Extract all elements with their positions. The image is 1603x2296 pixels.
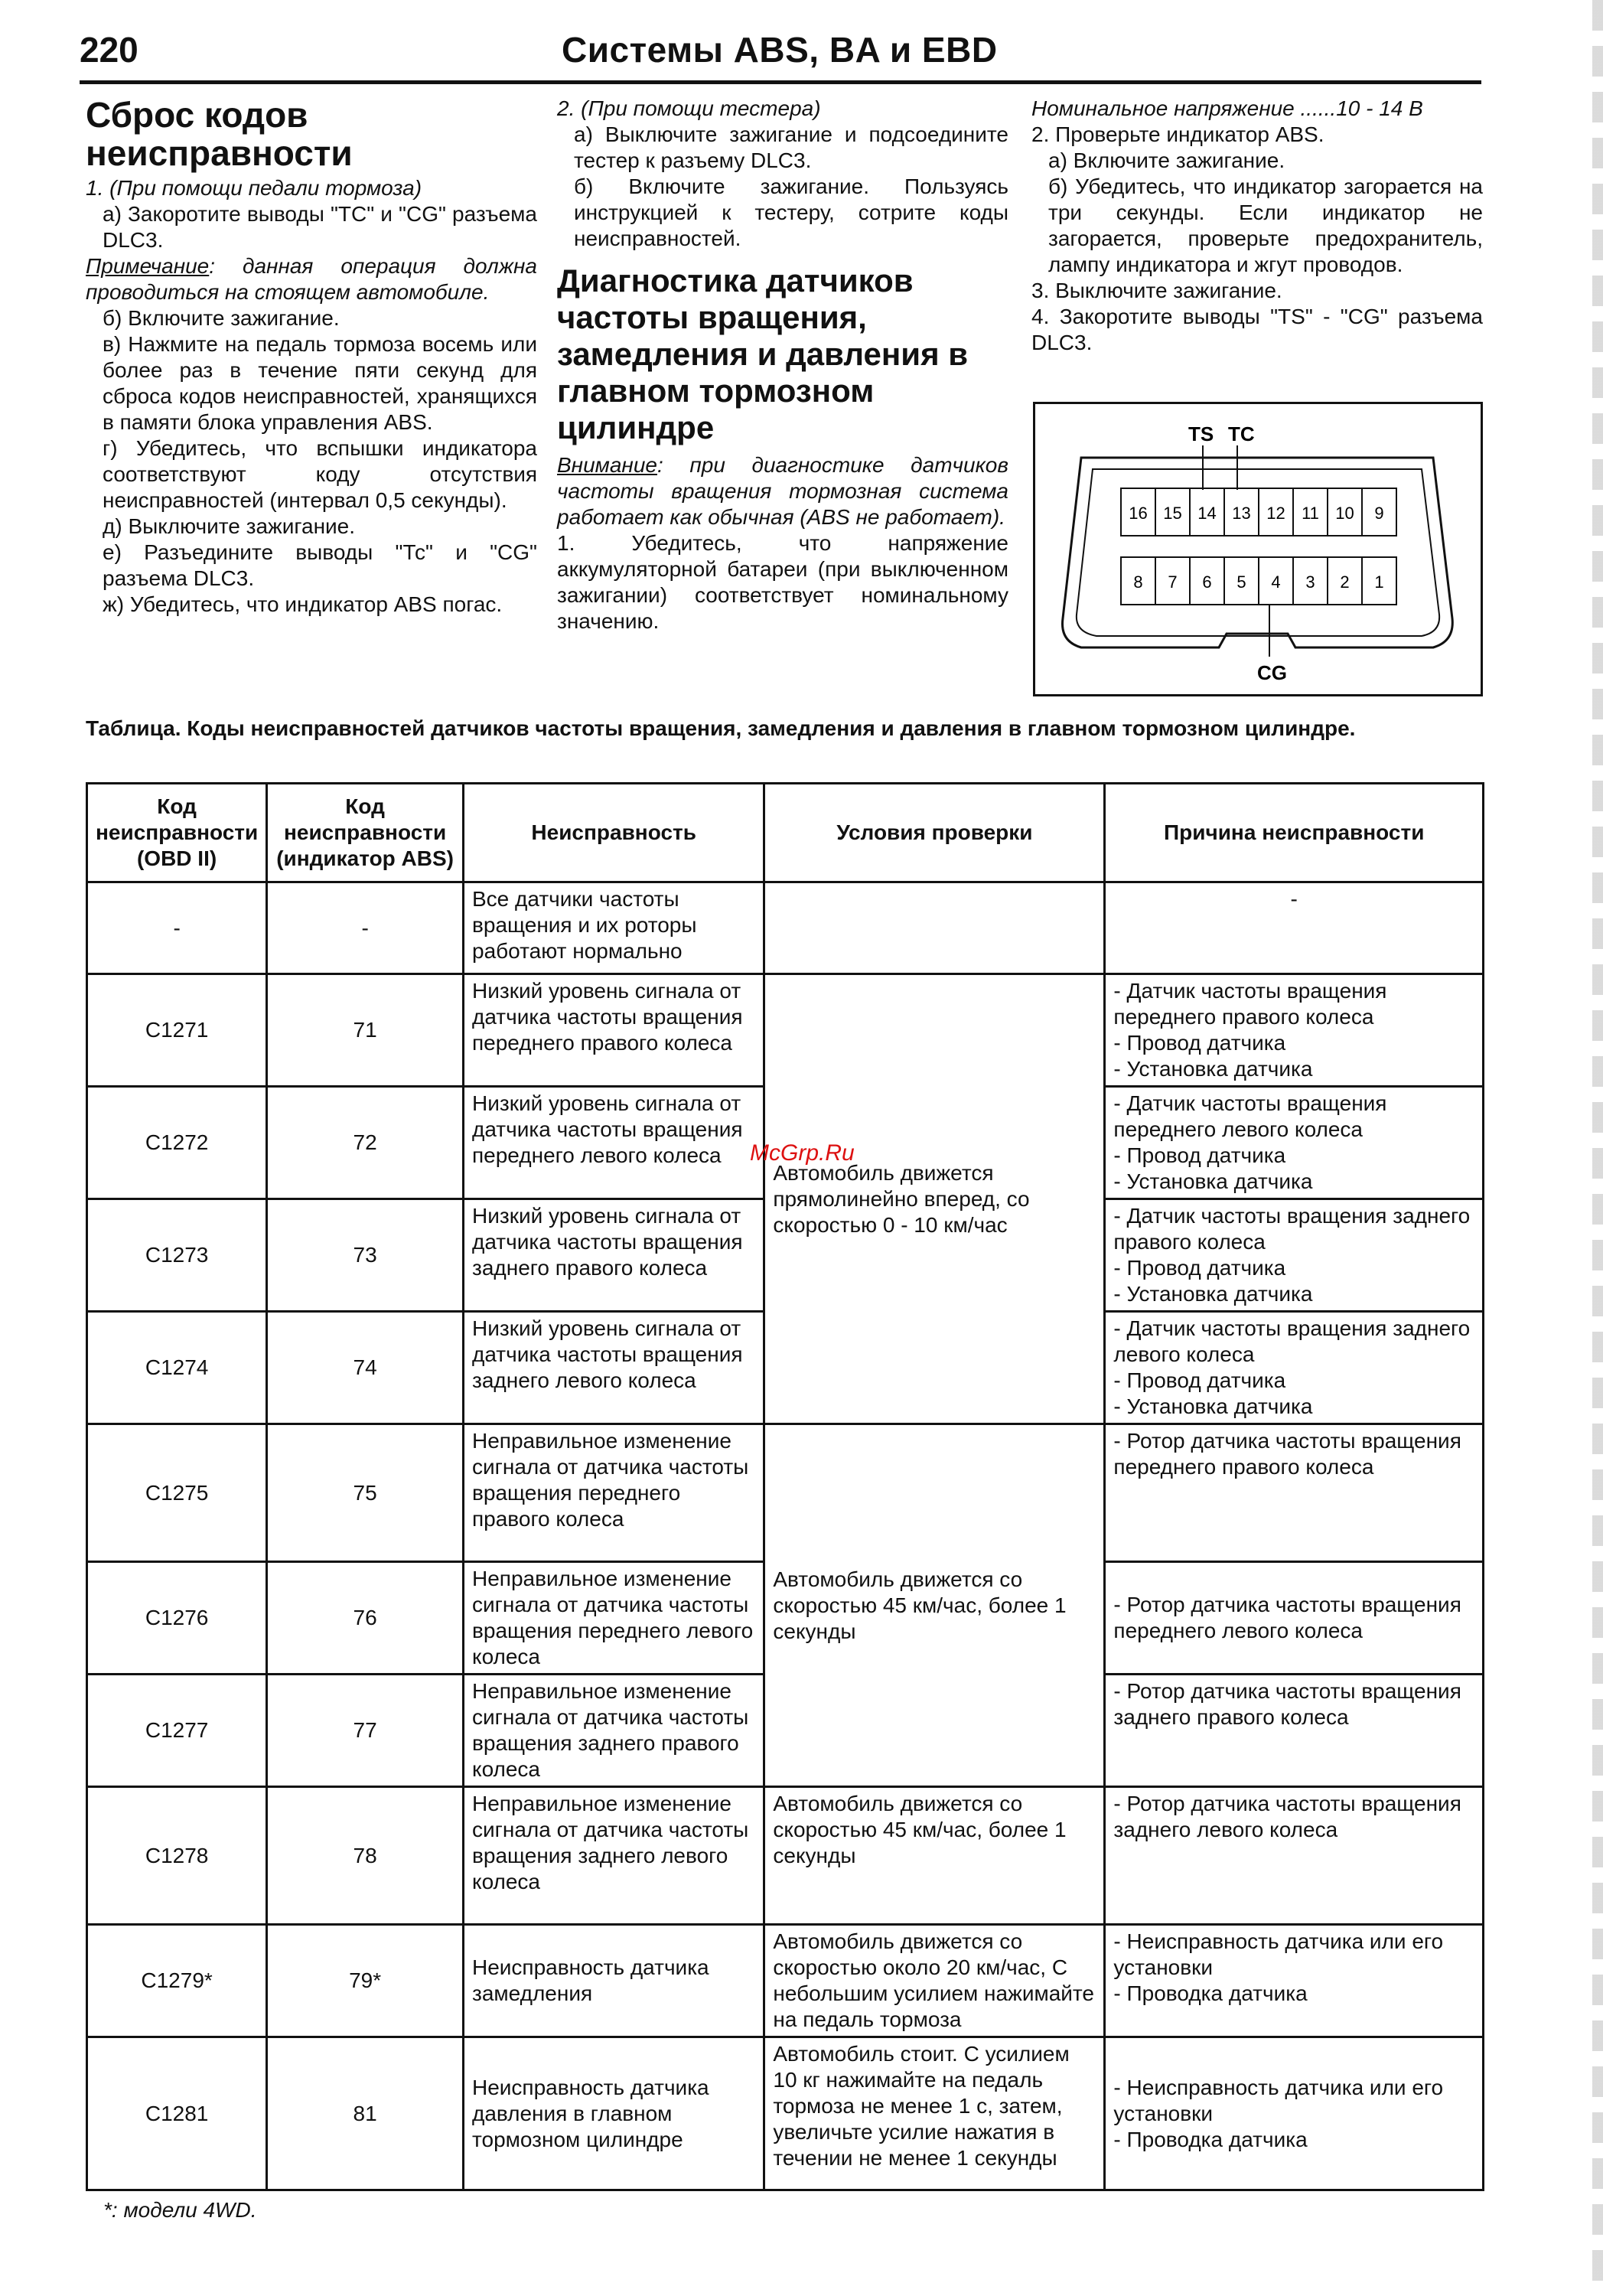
cell-conditions: Автомобиль движется со скоростью 45 км/час, более 1 секунды (764, 1787, 1105, 1925)
table-header-row (87, 784, 1484, 882)
cell-cause: - Датчик частоты вращения заднего правого колеса - Провод датчика - Установка датчика (1105, 1199, 1484, 1312)
cell-obd: - (87, 882, 267, 974)
pin-number: 12 (1266, 504, 1285, 523)
cell-obd: C1277 (87, 1675, 267, 1787)
cell-fault: Все датчики частоты вращения и их роторы работают нормально (464, 882, 764, 974)
label-cg: CG (1257, 661, 1287, 684)
cell-abs: 81 (267, 2037, 464, 2190)
right-step-a: а) Включите зажигание. (1048, 148, 1285, 172)
cell-conditions: Автомобиль движется со скоростью 45 км/час, более 1 секунды (764, 1424, 1105, 1787)
cell-fault: Неправильное изменение сигнала от датчика частоты вращения переднего левого колеса (464, 1562, 764, 1675)
chapter-title: Системы ABS, BA и EBD (562, 30, 998, 70)
pin-number: 1 (1374, 572, 1384, 592)
cell-obd: C1274 (87, 1312, 267, 1424)
cell-fault: Низкий уровень сигнала от датчика частоты вращения заднего правого колеса (464, 1199, 764, 1312)
page-edge-strip (1592, 0, 1603, 2296)
cell-abs: 73 (267, 1199, 464, 1312)
page-header (80, 23, 1481, 84)
table-row (87, 1787, 1484, 1925)
mid-item1: 1. Убедитесь, что напряжение аккумуляторной батареи (при выключенном зажигании) соответствует номинальному значению. (557, 531, 1008, 633)
cell-conditions (764, 882, 1105, 974)
cell-abs: - (267, 882, 464, 974)
cell-cause: - Ротор датчика частоты вращения переднего левого колеса (1105, 1562, 1484, 1675)
cell-abs: 77 (267, 1675, 464, 1787)
cell-cause: - Неисправность датчика или его установки - Проводка датчика (1105, 1925, 1484, 2037)
left-step-zh: ж) Убедитесь, что индикатор ABS погас. (103, 592, 503, 616)
cell-obd: C1278 (87, 1787, 267, 1925)
cell-abs: 71 (267, 974, 464, 1087)
cell-obd: C1275 (87, 1424, 267, 1562)
header-obd: Код неисправности (OBD II) (87, 784, 267, 882)
header-cause: Причина неисправности (1105, 784, 1484, 882)
mid-step-b: б) Включите зажигание. Пользуясь инструкцией к тестеру, сотрите коды неисправностей. (574, 174, 1008, 250)
pin-number: 4 (1271, 572, 1281, 592)
cell-abs: 78 (267, 1787, 464, 1925)
middle-column (557, 96, 1008, 634)
cell-fault: Низкий уровень сигнала от датчика частоты вращения переднего левого колеса (464, 1087, 764, 1199)
pin-number: 10 (1335, 504, 1354, 523)
table-row (87, 2037, 1484, 2190)
mid-step-a: а) Выключите зажигание и подсоедините тестер к разъему DLC3. (574, 122, 1008, 172)
cell-abs: 76 (267, 1562, 464, 1675)
cell-fault: Неправильное изменение сигнала от датчика частоты вращения заднего левого колеса (464, 1787, 764, 1925)
left-item1: 1. (При помощи педали тормоза) (86, 176, 422, 200)
warning-label: Внимание (557, 453, 657, 477)
right-step-b: б) Убедитесь, что индикатор загорается на три секунды. Если индикатор не загорается, проверьте предохранитель, лампу индикатора и жгут проводов. (1048, 174, 1483, 276)
header-abs: Код неисправности (индикатор ABS) (267, 784, 464, 882)
top-pins (1129, 488, 1383, 536)
pin-number: 3 (1305, 572, 1315, 592)
pin-number: 14 (1197, 504, 1217, 523)
section-title-reset: Сброс кодов неисправности (86, 95, 353, 173)
cell-cause: - Ротор датчика частоты вращения заднего левого колеса (1105, 1787, 1484, 1925)
connector-svg (1035, 404, 1481, 694)
note-label: Примечание (86, 254, 210, 278)
cell-cause: - Датчик частоты вращения переднего левого колеса - Провод датчика - Установка датчика (1105, 1087, 1484, 1199)
left-step-a: а) Закоротите выводы "TC" и "CG" разъема DLC3. (103, 202, 537, 252)
cell-conditions: Автомобиль движется со скоростью около 20 км/час, С небольшим усилием нажимайте на педаль тормоза (764, 1925, 1105, 2037)
cell-fault: Неисправность датчика замедления (464, 1925, 764, 2037)
cell-cause: - Ротор датчика частоты вращения заднего правого колеса (1105, 1675, 1484, 1787)
cell-cause: - Неисправность датчика или его установки - Проводка датчика (1105, 2037, 1484, 2190)
label-ts: TS (1188, 422, 1214, 445)
left-step-g: г) Убедитесь, что вспышки индикатора соответствуют коду отсутствия неисправностей (интервал 0,5 секунды). (103, 436, 537, 512)
label-tc: TC (1228, 422, 1255, 445)
cell-fault: Неисправность датчика давления в главном тормозном цилиндре (464, 2037, 764, 2190)
left-step-v: в) Нажмите на педаль тормоза восемь или более раз в течение пяти секунд для сброса кодов неисправностей, хранящихся в памяти блока управления ABS. (103, 332, 537, 434)
watermark: McGrp.Ru (750, 1140, 855, 1166)
table-row (87, 1424, 1484, 1562)
cell-conditions: Автомобиль стоит. С усилием 10 кг нажимайте на педаль тормоза не менее 1 с, затем, увеличьте усилие нажатия в течении не менее 1 секунды (764, 2037, 1105, 2190)
page-number: 220 (80, 30, 138, 70)
warning-text: : при диагностике датчиков частоты вращения тормозная система работает как обычная (ABS не работает). (557, 453, 1008, 529)
left-step-e: е) Разъедините выводы "Тс" и "CG" разъема DLC3. (103, 540, 537, 590)
right-item3: 3. Выключите зажигание. (1031, 279, 1282, 302)
cell-abs: 79* (267, 1925, 464, 2037)
pin-number: 5 (1236, 572, 1246, 592)
pin-number: 6 (1202, 572, 1212, 592)
pin-number: 8 (1133, 572, 1143, 592)
cell-abs: 75 (267, 1424, 464, 1562)
left-step-d: д) Выключите зажигание. (103, 514, 356, 538)
cell-conditions: Автомобиль движется прямолинейно вперед, со скоростью 0 - 10 км/час (764, 974, 1105, 1424)
cell-obd: C1279* (87, 1925, 267, 2037)
pin-number: 2 (1340, 572, 1350, 592)
cell-fault: Неправильное изменение сигнала от датчика частоты вращения переднего правого колеса (464, 1424, 764, 1562)
footnote: *: модели 4WD. (103, 2198, 257, 2222)
section-title-diagnostics: Диагностика датчиков частоты вращения, замедления и давления в главном тормозном цилиндре (557, 263, 969, 445)
cell-fault: Неправильное изменение сигнала от датчика частоты вращения заднего правого колеса (464, 1675, 764, 1787)
cell-abs: 72 (267, 1087, 464, 1199)
right-item4: 4. Закоротите выводы "TS" - "CG" разъема DLC3. (1031, 305, 1483, 354)
right-column (1031, 96, 1483, 356)
dlc3-connector-diagram (1033, 402, 1483, 696)
cell-cause: - Датчик частоты вращения переднего правого колеса - Провод датчика - Установка датчика (1105, 974, 1484, 1087)
pin-number: 16 (1129, 504, 1148, 523)
mid-item2: 2. (При помощи тестера) (557, 96, 821, 120)
header-fault: Неисправность (464, 784, 764, 882)
right-item2: 2. Проверьте индикатор ABS. (1031, 122, 1324, 146)
table-row (87, 882, 1484, 974)
table-row (87, 974, 1484, 1087)
cell-abs: 74 (267, 1312, 464, 1424)
pin-number: 13 (1232, 504, 1251, 523)
cell-fault: Низкий уровень сигнала от датчика частоты вращения заднего левого колеса (464, 1312, 764, 1424)
left-note (86, 253, 537, 305)
left-step-b: б) Включите зажигание. (103, 306, 340, 330)
cell-cause: - Датчик частоты вращения заднего левого колеса - Провод датчика - Установка датчика (1105, 1312, 1484, 1424)
fault-codes-table (86, 782, 1484, 2191)
header-conditions: Условия проверки (764, 784, 1105, 882)
cell-obd: C1281 (87, 2037, 267, 2190)
bottom-pins (1133, 557, 1383, 605)
cell-cause: - Ротор датчика частоты вращения переднего правого колеса (1105, 1424, 1484, 1562)
mid-warning (557, 452, 1008, 530)
pin-number: 11 (1302, 504, 1319, 523)
table-row (87, 1925, 1484, 2037)
pin-number: 9 (1374, 504, 1384, 523)
nominal-voltage: Номинальное напряжение ......10 - 14 В (1031, 96, 1423, 120)
cell-obd: C1273 (87, 1199, 267, 1312)
table-caption: Таблица. Коды неисправностей датчиков частоты вращения, замедления и давления в главном тормозном цилиндре. (86, 716, 1356, 740)
cell-obd: C1272 (87, 1087, 267, 1199)
left-column (86, 96, 537, 618)
note-text: : данная операция должна проводиться на стоящем автомобиле. (86, 254, 537, 304)
pin-number: 7 (1168, 572, 1178, 592)
cell-cause: - (1105, 882, 1484, 974)
connector-shell (1063, 458, 1453, 647)
cell-obd: C1276 (87, 1562, 267, 1675)
pin-number: 15 (1163, 504, 1182, 523)
cell-obd: C1271 (87, 974, 267, 1087)
cell-fault: Низкий уровень сигнала от датчика частоты вращения переднего правого колеса (464, 974, 764, 1087)
